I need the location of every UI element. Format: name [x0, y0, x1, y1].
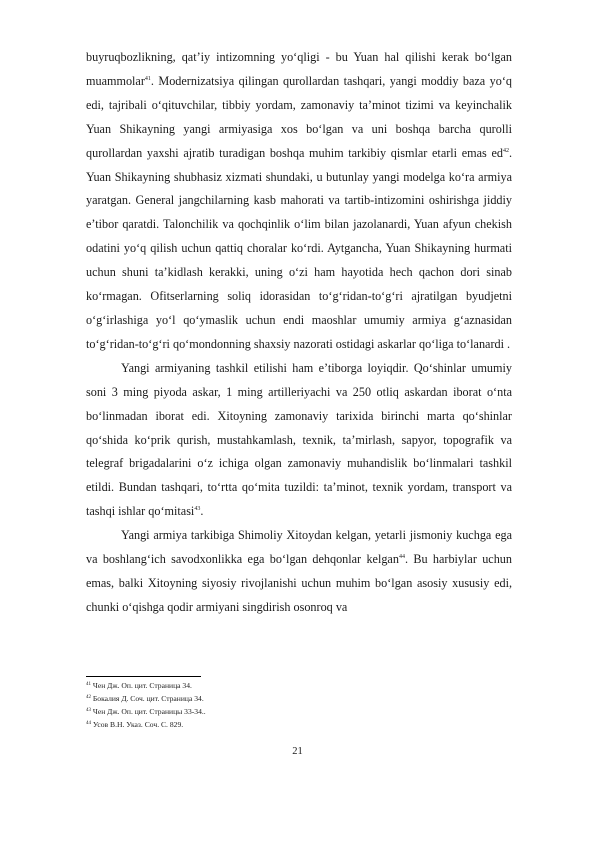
- footnote-text: Чен Дж. Оп. цит. Страница 34.: [92, 681, 192, 690]
- footnote-43: [86, 706, 246, 717]
- footnote-text: Бокалия Д. Соч. цит. Страница 34.: [92, 694, 204, 703]
- footnote-number: 42: [86, 695, 91, 700]
- paragraph-3-text-a: Yangi armiya tarkibiga Shimoliy Xitoydan kelgan, yetarli jismoniy kuchga ega va boshlang‘ich savodxonlikka ega bo‘lgan dehqonlar kelgan: [86, 528, 512, 567]
- footnote-41: [86, 680, 246, 691]
- paragraph-1-text-c: . Yuan Shikayning shubhasiz xizmati shundaki, u butunlay yangi modelga ko‘ra armiya yaratgan. General jangchilarning kasb mahorati va tartib-intizomini oshirishga jiddiy e’tibor qaratdi. Talonchilik va qochqinlik o‘lim bilan jazolanardi, Yuan afyun chekish odatini yo‘q qilish uchun qattiq choralar ko‘rdi. Aytgancha, Yuan Shikayning hurmati uchun shuni ta’kidlash kerakki, uning o‘zi ham hayotida hech qachon dori sinab ko‘rmagan. Ofitserlarning soliq idorasidan to‘g‘ridan-to‘g‘ri ajratilgan byudjetni o‘g‘irlashiga yo‘l qo‘ymaslik uchun endi maoshlar umumiy armiya g‘aznasidan to‘g‘ridan-to‘g‘ri qo‘mondonning shaxsiy nazorati ostidagi askarlar qo‘liga to‘lanardi .: [86, 145, 512, 351]
- footnote-ref-41[interactable]: 41: [144, 75, 151, 82]
- page-number: 21: [292, 746, 303, 757]
- footnotes-section: [86, 676, 246, 732]
- footnote-number: 43: [86, 708, 91, 713]
- footnote-ref-44[interactable]: 44: [398, 554, 405, 561]
- footnote-text: Усов В.Н. Указ. Соч. С. 829.: [92, 720, 184, 729]
- footnote-42: [86, 693, 246, 704]
- paragraph-1-text-a: buyruqbozlikning, qat’iy intizomning yo‘qligi - bu Yuan hal qilishi kerak bo‘lgan muammolar: [86, 50, 512, 88]
- footnote-number: 44: [86, 721, 91, 726]
- paragraph-2-text-a: Yangi armiyaning tashkil etilishi ham e’tiborga loyiqdir. Qo‘shinlar umumiy soni 3 ming piyoda askar, 1 ming artilleriyachi va 250 otliq askardan iborat o‘nta bo‘linmadan iborat edi. Xitoyning zamonaviy tarixida birinchi marta qo‘shinlar qo‘shida ko‘prik qurish, mustahkamlash, texnik, ta’mirlash, sapyor, topografik va telegraf brigadalarini o‘z ichiga olgan zamonaviy muhandislik bo‘linmalari tashkil etildi. Bundan tashqari, to‘rtta qo‘mita tuzildi: ta’minot, texnik yordam, transport va tashqi ishlar qo‘mitasi: [86, 360, 512, 519]
- footnote-44: [86, 719, 246, 730]
- footnote-text: Чен Дж. Оп. цит. Страницы 33-34..: [92, 707, 206, 716]
- footnote-ref-43[interactable]: 43: [194, 506, 201, 513]
- paragraph-3: [86, 524, 512, 620]
- footnote-ref-42[interactable]: 42: [502, 147, 509, 154]
- paragraph-1: [86, 46, 512, 357]
- paragraph-2-text-b: .: [200, 504, 204, 519]
- paragraph-1-text-b: . Modernizatsiya qilingan qurollardan tashqari, yangi moddiy baza yo‘q edi, tajribali o‘qituvchilar, tibbiy yordam, zamonaviy ta’minot tizimi va keyinchalik Yuan Shikayning yangi armiyasiga xos bo‘lgan va uni boshqa barcha qurolli qurollardan yaxshi ajratib turadigan boshqa muhim tarkibiy qismlar etarli emas ed: [86, 73, 512, 160]
- page-body: [86, 46, 512, 620]
- paragraph-3-text-b: . Bu harbiylar uchun emas, balki Xitoyning siyosiy rivojlanishi uchun muhim bo‘lgan asosiy xususiy edi, chunki o‘qishga qodir armiyani singdirish osonroq va: [86, 552, 512, 614]
- footnote-number: 41: [86, 682, 91, 687]
- paragraph-2: [86, 357, 512, 524]
- footnote-divider: [86, 676, 201, 677]
